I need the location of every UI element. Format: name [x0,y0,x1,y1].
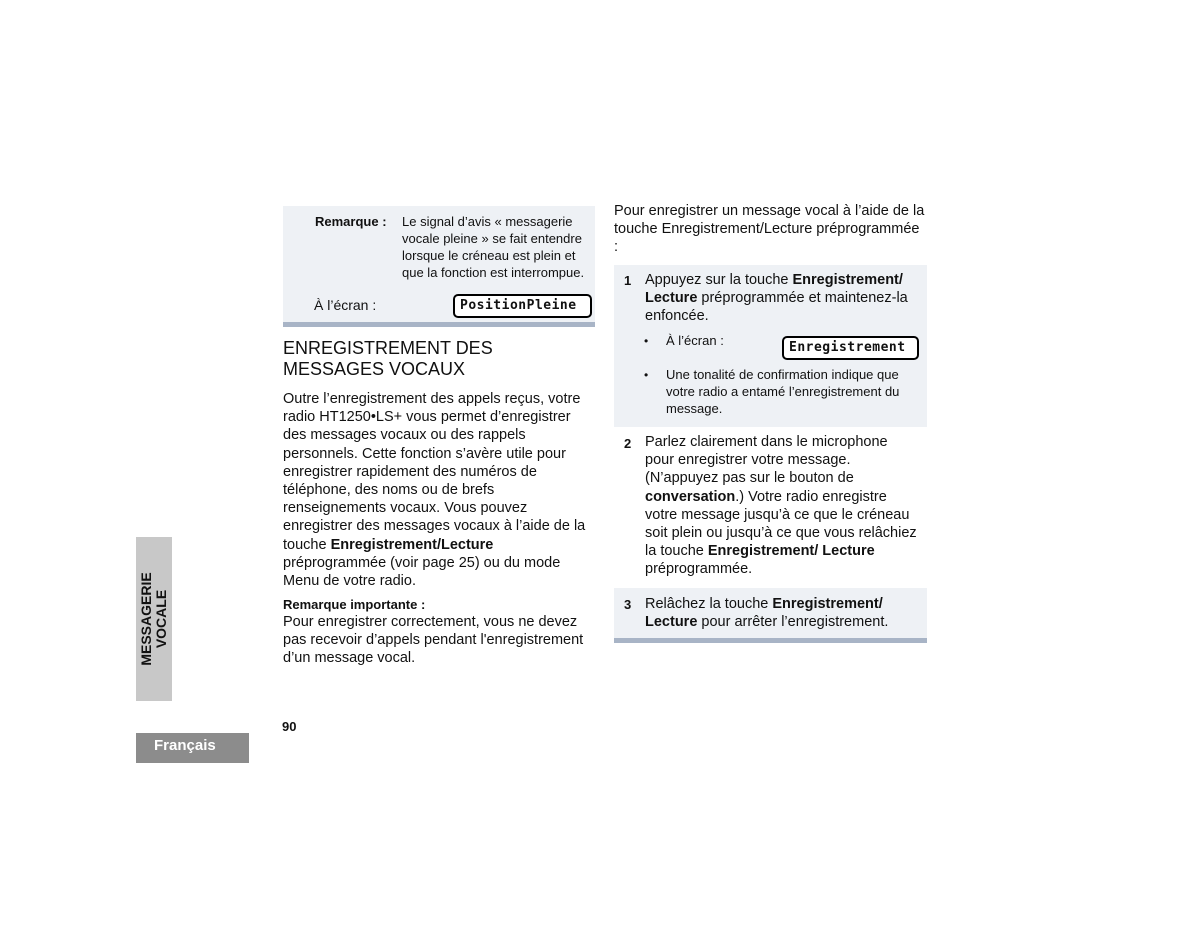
important-note-label: Remarque importante : [283,597,426,612]
body-text-b: préprogrammée (voir page 25) ou du mode Menu de votre radio. [283,554,561,590]
heading-line1: ENREGISTREMENT DES [283,338,493,358]
step-number: 3 [624,597,632,612]
important-note-text: Pour enregistrer correctement, vous ne devez pas recevoir d’appels pendant l'enregistrement d’un message vocal. [283,614,584,667]
lcd-display-full: PositionPleine [453,294,592,318]
step-key-name: Enregistrement/ Lecture [645,272,903,307]
step-text-post: pour arrêter l’enregistrement. [697,614,889,631]
step-key-name: Enregistrement/ Lecture [645,596,883,631]
step-text [645,595,917,631]
step-text-mid: .) Votre radio enregistre votre message jusqu’à ce que le créneau soit plein ou jusqu’à ce que vous relâchiez la touche [645,488,917,560]
side-tab-line1: MESSAGERIE [138,572,154,666]
section-heading [283,338,593,380]
step-text [645,433,917,579]
step-number: 1 [624,273,632,288]
lcd-display-recording: Enregistrement [782,336,919,360]
step-key-name: Enregistrement/ Lecture [707,543,875,560]
bullet-icon: • [644,368,649,382]
step-number: 2 [624,436,632,451]
body-paragraph [283,390,595,590]
steps-divider [614,638,927,643]
side-tab-label [139,572,169,665]
note-divider [283,322,595,327]
section-side-tab [136,537,172,701]
steps-intro: Pour enregistrer un message vocal à l’aide de la touche Enregistrement/Lecture préprogrammée : [614,203,925,256]
step-screen-label: À l’écran : [666,333,724,348]
step-text-pre: Appuyez sur la touche [645,272,793,288]
step-2 [614,428,927,587]
body-bold-key: Enregistrement/Lecture [330,536,494,553]
step-text-pre: Relâchez la touche [645,596,773,612]
note-screen-label: À l’écran : [314,297,377,313]
step-text-pre: Parlez clairement dans le microphone pour enregistrer votre message. (N’appuyez pas sur le bouton de [645,434,888,487]
note-label: Remarque : [315,214,387,229]
body-text-a: Outre l’enregistrement des appels reçus, votre radio HT1250•LS+ vous permet d’enregistrer des messages vocaux ou des rappels personnels. Cette fonction s’avère utile pour enregistrer rapidement des numéros de téléphone, des noms ou de brefs renseignements vocaux. Vous pouvez enregistrer des messages vocaux à l’aide de la touche [283,391,586,553]
step-3 [614,588,927,638]
note-text: Le signal d’avis « messagerie vocale pleine » se fait entendre lorsque le créneau est plein et que la fonction est interrompue. [402,214,585,280]
bullet-icon: • [644,334,649,348]
step-bullet-text: Une tonalité de confirmation indique que votre radio a entamé l’enregistrement du message. [666,367,900,416]
side-tab-line2: VOCALE [153,589,169,649]
page-number: 90 [282,719,297,734]
step-text [645,271,917,326]
heading-line2: MESSAGES VOCAUX [283,359,466,379]
step-key-name: conversation [645,488,736,505]
step-1 [614,265,927,427]
language-tab: Français [136,733,249,763]
step-text-post: préprogrammée. [645,561,753,578]
step-text-post: préprogrammée et maintenez-la enfoncée. [645,290,908,325]
